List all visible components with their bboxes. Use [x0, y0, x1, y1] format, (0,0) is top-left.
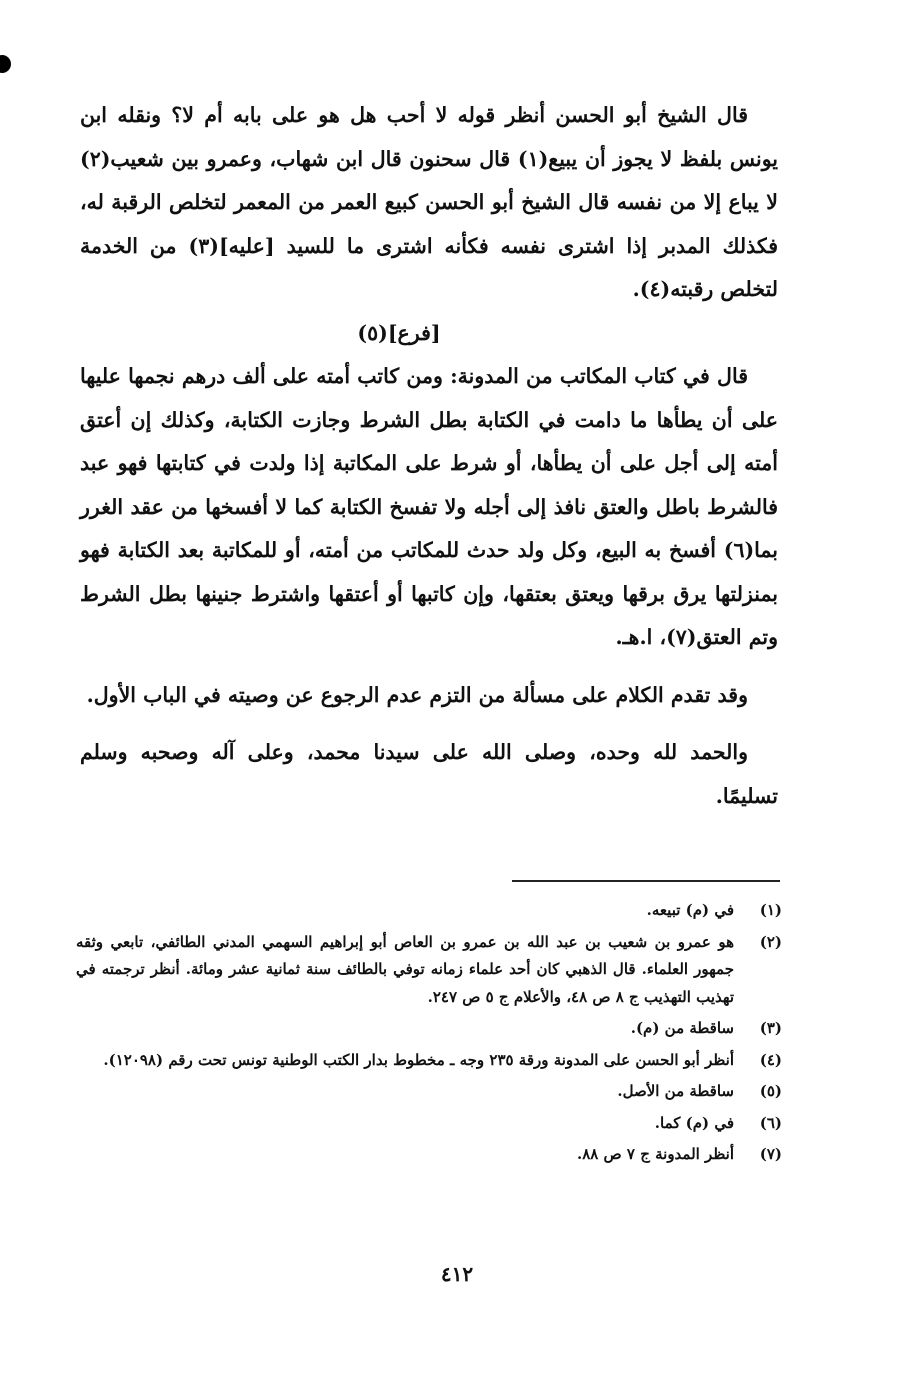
- footnote: [76, 1047, 782, 1075]
- footnote-number: (٦): [759, 1113, 782, 1132]
- main-text: [80, 94, 778, 818]
- footnote-text: في (م) تبيعه.: [646, 901, 734, 919]
- footnote-number: (٥): [759, 1082, 782, 1100]
- footnote: [76, 1110, 782, 1138]
- footnotes: [76, 897, 782, 1173]
- footnote-text: ساقطة من الأصل.: [617, 1082, 734, 1100]
- footnote-text: أنظر المدونة ج ٧ ص ٨٨.: [576, 1145, 734, 1163]
- footnote-text: ساقطة من (م).: [630, 1019, 734, 1037]
- footnote: [76, 929, 782, 1012]
- paragraph-4: والحمد لله وحده، وصلى الله على سيدنا محمد، وعلى آله وصحبه وسلم تسليمًا.: [80, 740, 778, 808]
- footnote-number: (١): [759, 901, 782, 919]
- footnote: [76, 1078, 782, 1106]
- footnote-number: (٣): [759, 1019, 782, 1037]
- footnote-text: في (م) كما.: [654, 1113, 734, 1132]
- paragraph-2: قال في كتاب المكاتب من المدونة: ومن كاتب أمته على ألف درهم نجمها عليها على أن يطأها ما دامت في الكتابة بطل الشرط وجازت الكتابة، وكذلك إن أعتق أمته إلى أجل على أن يطأها، أو شرط على المكاتبة إذا ولدت في كتابتها فهو عبد فالشرط باطل والعتق نافذ إلى أجله ولا تفسخ الكتابة كما لا أفسخها من عقد الغرر بما(٦) أفسخ به البيع، وكل ولد حدث للمكاتب من أمته، أو للمكاتبة بعد الكتابة فهو بمنزلتها يرق برقها ويعتق بعتقها، وإن كاتبها أو أعتقها واشترط جنينها بطل الشرط وتم العتق(٧)، ا.هـ.: [80, 364, 778, 649]
- paragraph-3: وقد تقدم الكلام على مسألة من التزم عدم الرجوع عن وصيته في الباب الأول.: [86, 682, 748, 707]
- section-heading: [فرع](٥): [357, 320, 441, 345]
- margin-dot: [0, 55, 11, 73]
- footnote: [76, 897, 782, 925]
- footnote-number: (٧): [759, 1145, 782, 1163]
- page-number: ٤١٢: [440, 1262, 474, 1286]
- footnote-number: (٤): [759, 1050, 782, 1069]
- footnote: [76, 1141, 782, 1169]
- footnote-number: (٢): [759, 932, 782, 951]
- paragraph-1: قال الشيخ أبو الحسن أنظر قوله لا أحب هل هو على بابه أم لا؟ ونقله ابن يونس بلفظ لا يجوز أن يبيع(١) قال سحنون قال ابن شهاب، وعمرو بين شعيب(٢) لا يباع إلا من نفسه قال الشيخ أبو الحسن كبيع العمر من المعمر لتخلص الرقبة له، فكذلك المدبر إذا اشترى نفسه فكأنه اشترى ما للسيد [عليه](٣) من الخدمة لتخلص رقبته(٤).: [80, 103, 779, 301]
- footnote-text: هو عمرو بن شعيب بن عبد الله بن عمرو بن العاص أبو إبراهيم السهمي المدني الطائفي، تابعي وثقه جمهور العلماء. قال الذهبي كان أحد علماء زمانه توفي بالطائف سنة ثمانية عشر ومائة. أنظر ترجمته في تهذيب التهذيب ج ٨ ص ٤٨، والأعلام ج ٥ ص ٢٤٧.: [76, 932, 734, 1006]
- footnote-divider: [512, 880, 780, 882]
- footnote: [76, 1015, 782, 1043]
- footnote-text: أنظر أبو الحسن على المدونة ورقة ٢٣٥ وجه ـ مخطوط بدار الكتب الوطنية تونس تحت رقم (١٢٠٩٨).: [103, 1050, 734, 1069]
